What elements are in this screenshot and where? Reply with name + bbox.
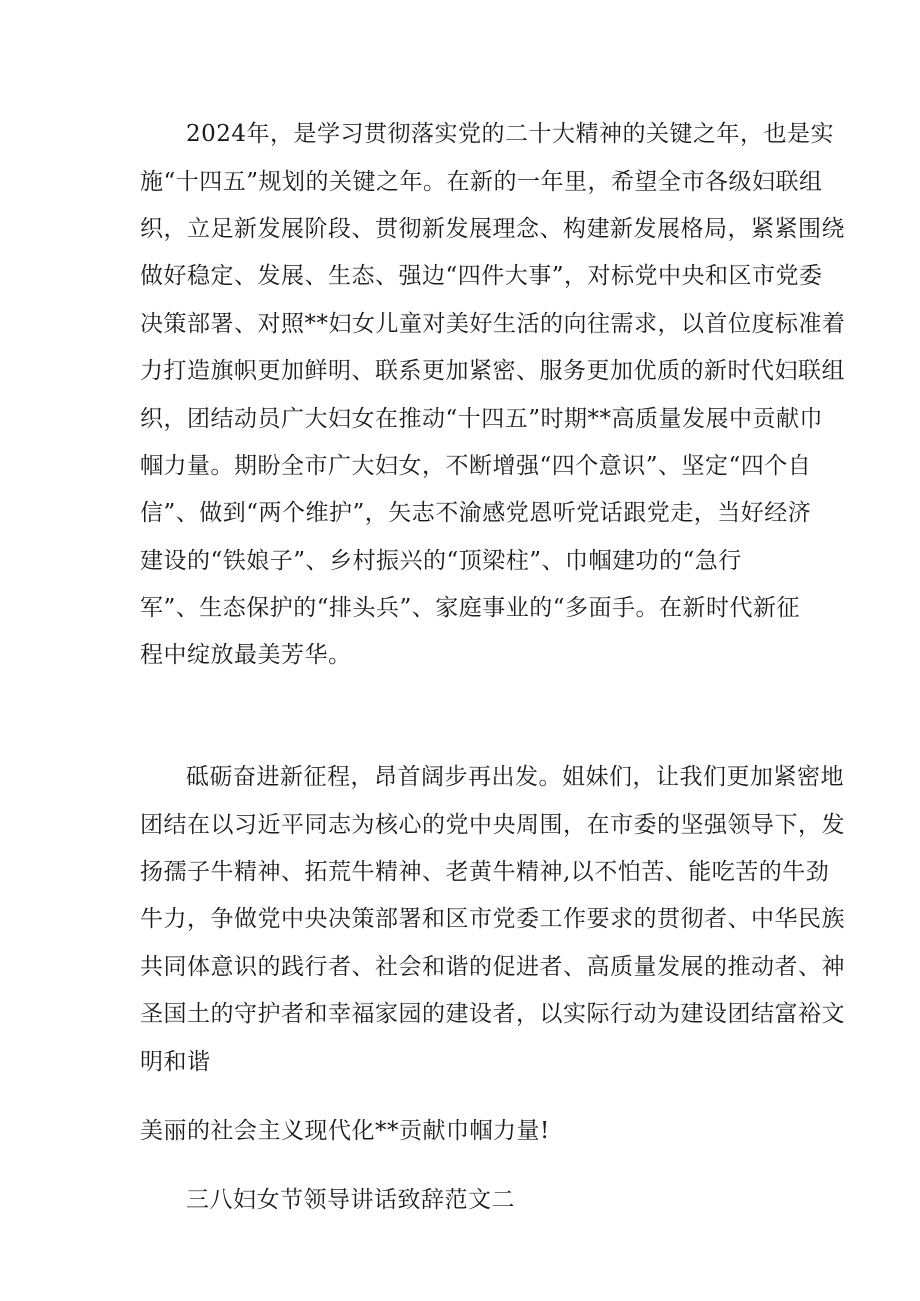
paragraph-1-line: 2024年，是学习贯彻落实党的二十大精神的关键之年，也是实 bbox=[186, 121, 835, 147]
paragraph-1-line: 军”、生态保护的“排头兵”、家庭事业的“多面手。在新时代新征 bbox=[140, 595, 801, 621]
paragraph-2-line: 砥砺奋进新征程，昂首阔步再出发。姐妹们，让我们更加紧密地 bbox=[186, 764, 844, 790]
paragraph-1-line: 做好稳定、发展、生态、强边“四件大事”，对标党中央和区市党委 bbox=[140, 263, 823, 289]
paragraph-1-line: 帼力量。期盼全市广大妇女，不断增强“四个意识”、坚定“四个自 bbox=[140, 453, 812, 479]
paragraph-2-line: 扬孺子牛精神、拓荒牛精神、老黄牛精神,以不怕苦、能吃苦的牛劲 bbox=[140, 859, 830, 885]
paragraph-1-line: 力打造旗帜更加鲜明、联系更加紧密、服务更加优质的新时代妇联组 bbox=[140, 358, 845, 384]
paragraph-1-line: 决策部署、对照**妇女儿童对美好生活的向往需求，以首位度标准着 bbox=[140, 311, 846, 337]
paragraph-2-line: 圣国土的守护者和幸福家园的建设者，以实际行动为建设团结富裕文 bbox=[140, 1001, 845, 1027]
paragraph-2-line: 明和谐 bbox=[140, 1049, 211, 1075]
paragraph-1-line: 织，立足新发展阶段、贯彻新发展理念、构建新发展格局，紧紧围绕 bbox=[140, 216, 845, 242]
paragraph-3-line: 美丽的社会主义现代化**贡献巾帼力量! bbox=[140, 1118, 550, 1144]
paragraph-2-line: 牛力，争做党中央决策部署和区市党委工作要求的贯彻者、中华民族 bbox=[140, 906, 845, 932]
paragraph-1-line: 建设的“铁娘子”、乡村振兴的“顶梁柱”、巾帼建功的“急行 bbox=[140, 548, 742, 574]
paragraph-1-line: 程中绽放最美芳华。 bbox=[140, 642, 352, 668]
paragraph-2-line: 团结在以习近平同志为核心的党中央周围，在市委的坚强领导下，发 bbox=[140, 812, 845, 838]
paragraph-1-line: 织，团结动员广大妇女在推动“十四五”时期**高质量发展中贡献巾 bbox=[140, 406, 824, 432]
next-section-heading: 三八妇女节领导讲话致辞范文二 bbox=[186, 1187, 515, 1213]
paragraph-1-line: 信”、做到“两个维护”，矢志不渝感党恩听党话跟党走，当好经济 bbox=[140, 500, 812, 526]
paragraph-2-line: 共同体意识的践行者、社会和谐的促进者、高质量发展的推动者、神 bbox=[140, 954, 845, 980]
paragraph-1-line: 施“十四五”规划的关键之年。在新的一年里，希望全市各级妇联组 bbox=[140, 169, 823, 195]
